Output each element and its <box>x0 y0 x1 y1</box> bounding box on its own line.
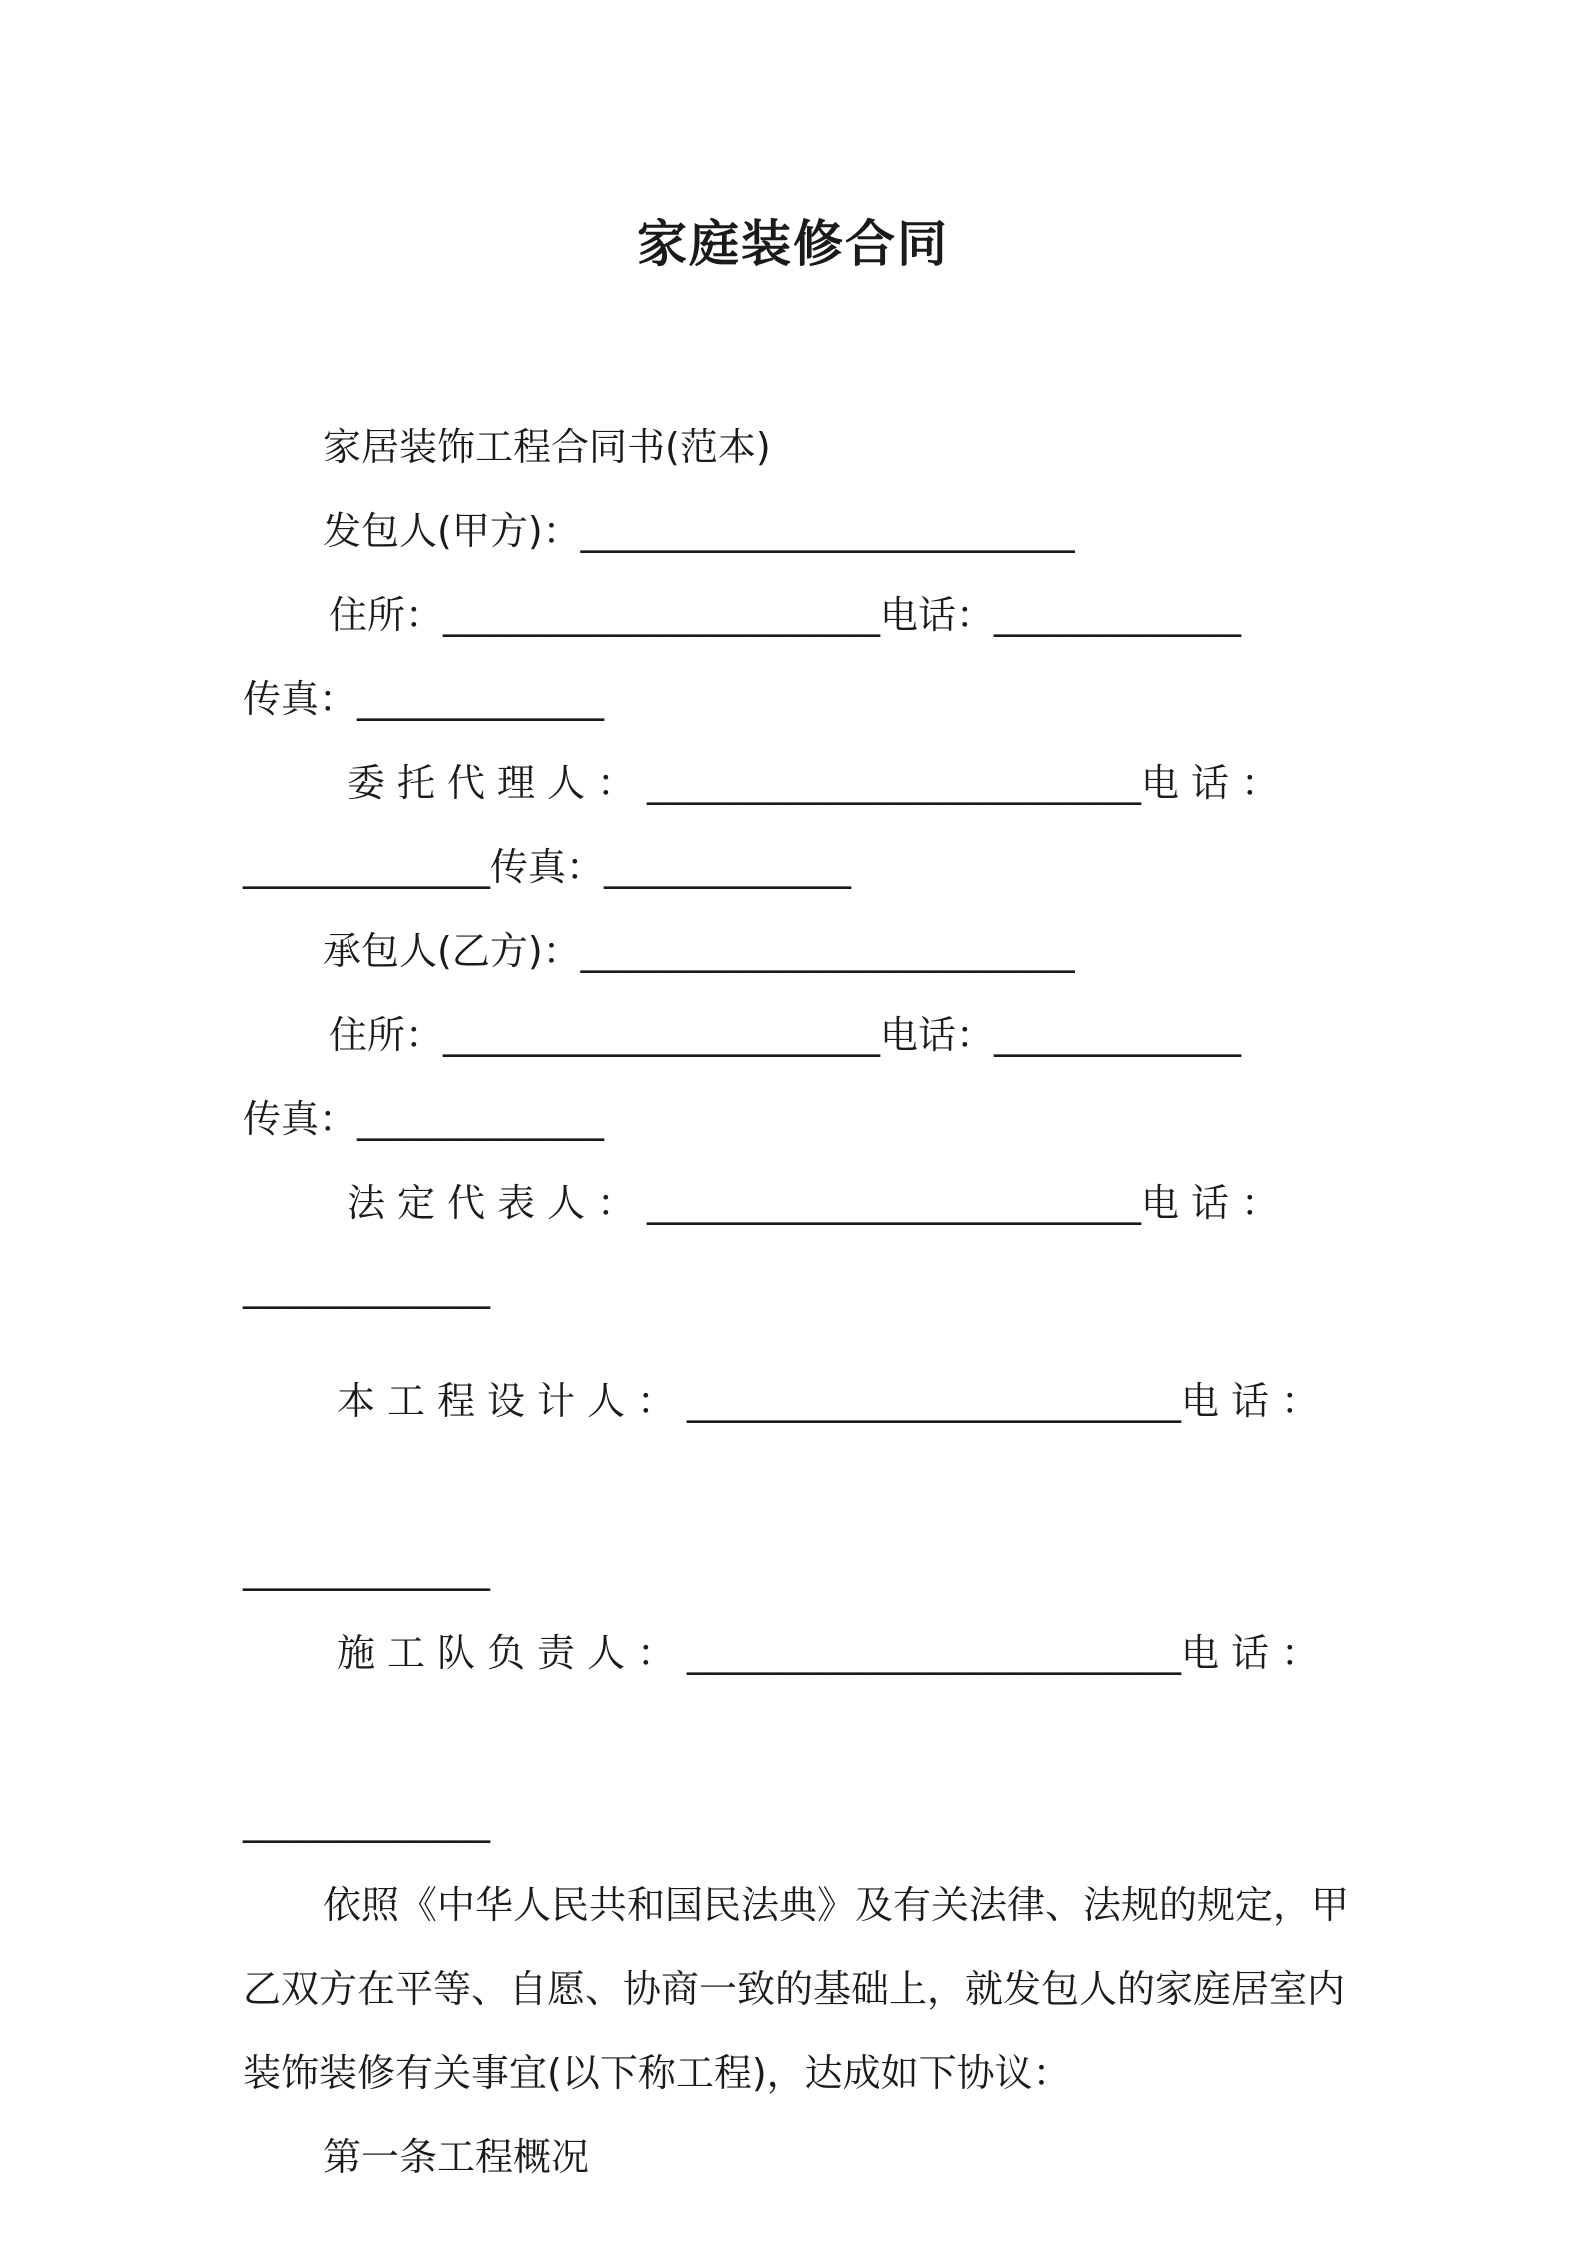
party-a-phone-label: 电话： <box>880 593 995 637</box>
preamble-paragraph: 依照《中华人民共和国民法典》及有关法律、法规的规定，甲乙双方在平等、自愿、协商一致的基础上，就发包人的家庭居室内装饰装修有关事宜(以下称工程)，达成如下协议： <box>243 1883 1350 2095</box>
party-b-phone-label: 电话： <box>880 1013 995 1057</box>
document-title: 家庭装修合同 <box>637 215 949 273</box>
party-b-fax-blank: _____________ <box>357 1097 605 1141</box>
party-a-fax-label: 传真： <box>243 677 358 721</box>
party-b-foreman-label: 施工队负责人： <box>337 1631 688 1675</box>
party-b-rep-label: 法定代表人： <box>347 1181 648 1225</box>
party-b-designer-blank: __________________________ <box>687 1379 1182 1423</box>
party-b-foreman-blank: __________________________ <box>687 1631 1182 1675</box>
party-b-foreman-phone-blank: _____________ <box>243 1799 490 1843</box>
party-b-rep-phone-blank-line <box>243 1245 1353 1329</box>
party-a-line <box>243 489 1353 573</box>
party-b-designer-phone-label: 电话： <box>1181 1379 1332 1423</box>
party-a-blank: __________________________ <box>580 509 1075 553</box>
party-a-fax-line <box>243 657 1353 741</box>
party-b-blank: __________________________ <box>580 929 1075 973</box>
article-1-heading: 第一条工程概况 <box>323 2135 590 2179</box>
party-b-address-blank: _______________________ <box>443 1013 881 1057</box>
party-a-agent-blank: __________________________ <box>647 761 1142 805</box>
party-b-rep-line <box>243 1161 1353 1245</box>
party-b-rep-phone-line <box>243 1329 1353 1413</box>
party-b-fax-line <box>243 1077 1353 1161</box>
subtitle: 家居装饰工程合同书(范本) <box>323 425 771 469</box>
party-a-phone-blank: _____________ <box>994 593 1242 637</box>
party-a-agent-label: 委托代理人： <box>347 761 648 805</box>
party-a-agent-fax-blank: _____________ <box>604 845 852 889</box>
party-a-agent-line <box>243 741 1353 825</box>
party-a-fax-blank: _____________ <box>357 677 605 721</box>
party-b-designer-label: 本工程设计人： <box>337 1379 688 1423</box>
party-b-phone-blank: _____________ <box>994 1013 1242 1057</box>
party-b-address-label: 住所： <box>329 1013 444 1057</box>
party-b-foreman-line <box>243 1611 1353 1695</box>
party-a-address-line <box>243 573 1353 657</box>
party-a-agent-phone-blank: _____________ <box>243 845 490 889</box>
party-b-rep-blank: __________________________ <box>647 1181 1142 1225</box>
party-a-label: 发包人(甲方)： <box>323 509 581 553</box>
party-b-rep-phone-blank: _____________ <box>243 1265 490 1309</box>
party-b-rep-phone-label: 电话： <box>1141 1181 1292 1225</box>
party-b-foreman-phone-blank-line <box>243 1779 1353 1863</box>
document-body <box>243 405 1353 2199</box>
party-a-agent-fax-line <box>243 825 1353 909</box>
party-b-designer-phone-blank: _____________ <box>243 1547 490 1591</box>
party-a-agent-fax-label: 传真： <box>490 845 605 889</box>
party-b-foreman-phone-label: 电话： <box>1181 1631 1332 1675</box>
party-a-address-blank: _______________________ <box>443 593 881 637</box>
party-b-designer-phone-blank-line <box>243 1527 1353 1611</box>
party-b-fax-label: 传真： <box>243 1097 358 1141</box>
party-a-address-label: 住所： <box>329 593 444 637</box>
party-a-agent-phone-label: 电话： <box>1141 761 1292 805</box>
party-b-label: 承包人(乙方)： <box>323 929 581 973</box>
party-b-line <box>243 909 1353 993</box>
party-b-address-line <box>243 993 1353 1077</box>
